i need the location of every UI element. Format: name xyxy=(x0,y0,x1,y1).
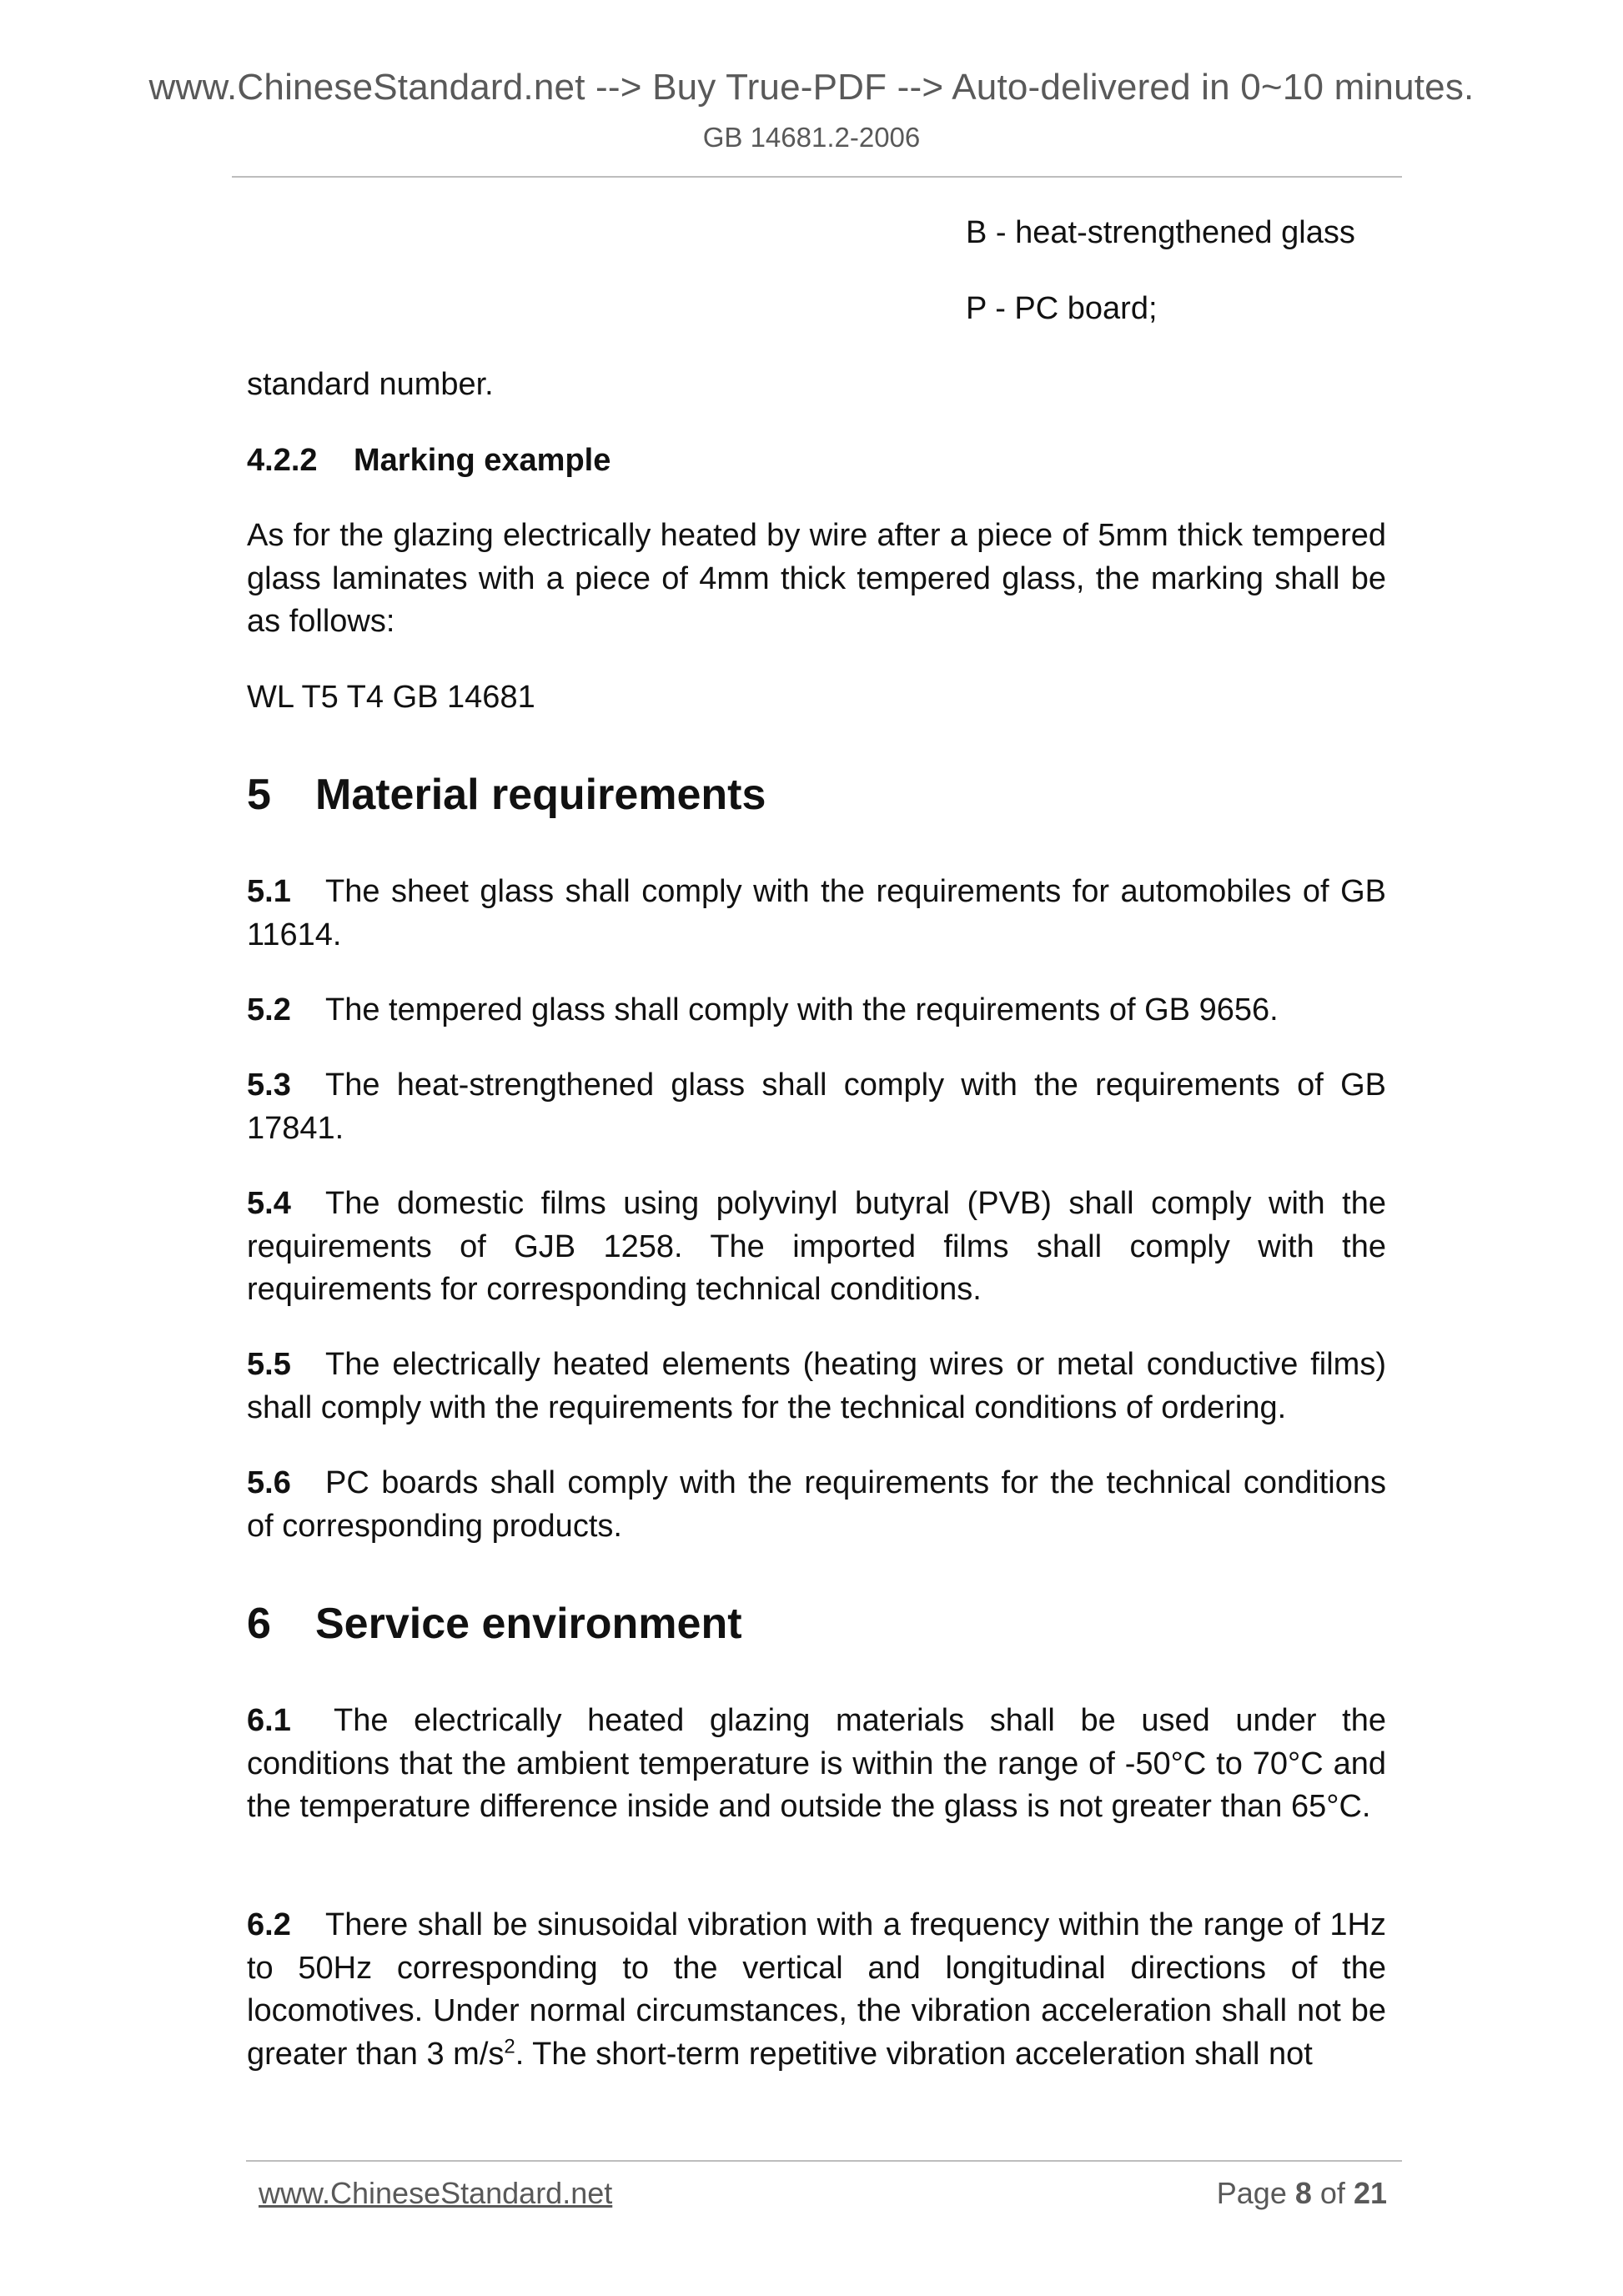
footer-link[interactable]: www.ChineseStandard.net xyxy=(259,2176,613,2210)
clause-number: 5.1 xyxy=(247,874,291,909)
standard-number: GB 14681.2-2006 xyxy=(702,122,921,153)
page-of: of xyxy=(1319,2176,1345,2210)
header-divider xyxy=(232,176,1402,178)
page-total: 21 xyxy=(1353,2176,1387,2210)
section-5-number: 5 xyxy=(247,771,271,819)
clause-text: The heat-strengthened glass shall comply with the requirements of GB 17841. xyxy=(247,1068,1386,1146)
header-title: www.ChineseStandard.net --> Buy True-PDF --> Auto-delivered in 0~10 minutes. xyxy=(148,67,1475,108)
clause-text: PC boards shall comply with the requirements for the technical conditions of corresponding products. xyxy=(247,1465,1386,1544)
marking-paragraph: As for the glazing electrically heated by wire after a piece of 5mm thick tempered glass laminates with a piece of 4mm thick tempered glass, the marking shall be as follows: xyxy=(247,518,1386,639)
clause-number: 5.2 xyxy=(247,992,291,1027)
section-6-heading xyxy=(247,1599,742,1649)
clause-text: The tempered glass shall comply with the requirements of GB 9656. xyxy=(325,992,1279,1027)
clause-number: 5.6 xyxy=(247,1465,291,1500)
clause-text-continued: . The short-term repetitive vibration acceleration shall not xyxy=(515,2036,1313,2072)
clause-number: 6.1 xyxy=(247,1703,291,1738)
clause-text: The domestic films using polyvinyl butyral (PVB) shall comply with the requirements of GJB 1258. The imported films shall comply with the requirements for corresponding technical conditions. xyxy=(247,1186,1386,1307)
page-label: Page xyxy=(1216,2176,1287,2210)
clause-5-2 xyxy=(247,989,1386,1032)
subsection-title: Marking example xyxy=(354,443,611,478)
clause-text: The electrically heated elements (heating wires or metal conductive films) shall comply with the requirements for the technical conditions of ordering. xyxy=(247,1347,1386,1425)
clause-text: The electrically heated glazing materials shall be used under the conditions that the ambient temperature is within the range of -50°C to 70°C and the temperature difference inside and outside the glass is not greater than 65°C. xyxy=(247,1703,1386,1824)
clause-5-6 xyxy=(247,1462,1386,1548)
section-6-number: 6 xyxy=(247,1600,271,1648)
section-6-title: Service environment xyxy=(315,1600,742,1648)
footer-divider xyxy=(246,2160,1402,2162)
clause-5-1 xyxy=(247,871,1386,957)
marking-example: WL T5 T4 GB 14681 xyxy=(247,680,535,715)
page-number xyxy=(1217,2176,1387,2211)
subsection-number: 4.2.2 xyxy=(247,443,318,478)
subsection-heading xyxy=(247,440,611,483)
clause-number: 5.5 xyxy=(247,1347,291,1382)
clause-6-2 xyxy=(247,1904,1386,2076)
intro-line: standard number. xyxy=(247,367,494,402)
clause-number: 6.2 xyxy=(247,1907,291,1942)
clause-6-1 xyxy=(247,1700,1386,1829)
clause-5-3 xyxy=(247,1064,1386,1150)
list-item-b: B - heat-strengthened glass xyxy=(966,215,1355,250)
superscript: 2 xyxy=(504,2034,515,2057)
section-5-heading xyxy=(247,770,766,820)
section-5-title: Material requirements xyxy=(315,771,766,819)
clause-number: 5.4 xyxy=(247,1186,291,1221)
page-current: 8 xyxy=(1294,2176,1312,2210)
clause-text: The sheet glass shall comply with the requirements for automobiles of GB 11614. xyxy=(247,874,1386,952)
list-item-p: P - PC board; xyxy=(966,291,1158,326)
clause-5-5 xyxy=(247,1344,1386,1429)
clause-5-4 xyxy=(247,1183,1386,1312)
clause-text: There shall be sinusoidal vibration with a frequency within the range of 1Hz to 50Hz corresponding to the vertical and longitudinal directions of the locomotives. Under normal circumstances, the vibration acceleration shall not be greater than 3 m/s xyxy=(247,1907,1386,2072)
clause-number: 5.3 xyxy=(247,1068,291,1103)
